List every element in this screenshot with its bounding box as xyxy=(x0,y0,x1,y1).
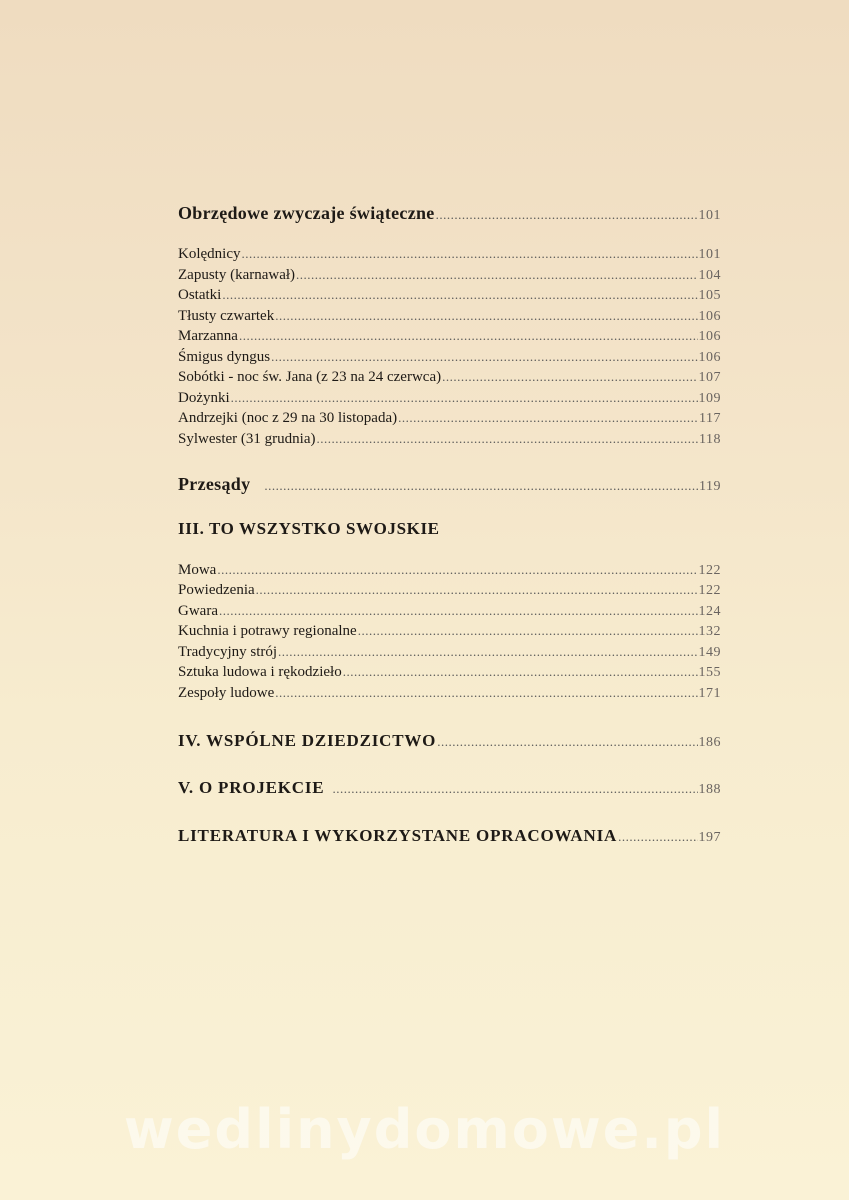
leader-dots xyxy=(275,308,697,325)
toc-page: 118 xyxy=(699,432,721,447)
toc-entry-chapter4 xyxy=(178,731,721,751)
toc-label: Kuchnia i potrawy regionalne xyxy=(178,623,357,639)
toc-entry xyxy=(178,369,721,389)
leader-dots xyxy=(436,206,698,224)
toc-entry xyxy=(178,390,721,410)
toc-entry xyxy=(178,431,721,451)
toc-page: 132 xyxy=(698,624,721,639)
toc-page: 101 xyxy=(698,208,721,223)
toc-page: 105 xyxy=(698,288,721,303)
toc-label: Kolędnicy xyxy=(178,246,241,262)
toc-entry-przesady xyxy=(178,474,721,495)
toc-label: V. O PROJEKCIE xyxy=(178,778,325,797)
leader-dots xyxy=(271,349,697,366)
leader-dots xyxy=(217,562,697,579)
leader-dots xyxy=(296,267,697,284)
toc-label: Powiedzenia xyxy=(178,582,255,598)
leader-dots xyxy=(343,664,698,681)
toc-label: Marzanna xyxy=(178,328,238,344)
toc-label: Gwara xyxy=(178,603,218,619)
toc-label: Zespoły ludowe xyxy=(178,685,275,701)
toc-entry xyxy=(178,349,721,369)
toc-page: 106 xyxy=(698,329,721,344)
toc-entry xyxy=(178,603,721,623)
toc-page: 197 xyxy=(698,830,721,845)
toc-page: 101 xyxy=(698,247,721,262)
leader-dots xyxy=(264,477,698,495)
toc-entry xyxy=(178,246,721,266)
toc-label: Andrzejki (noc z 29 na 30 listopada) xyxy=(178,410,398,426)
chapter-title: III. TO WSZYSTKO SWOJSKIE xyxy=(178,519,440,538)
toc-entry-obrzedowe xyxy=(178,203,721,224)
toc-entry-chapter5 xyxy=(178,778,721,798)
leader-dots xyxy=(278,644,697,661)
toc-entry-literatura xyxy=(178,826,721,846)
toc-page: 104 xyxy=(698,268,721,283)
leader-dots xyxy=(256,582,698,599)
toc-entry xyxy=(178,623,721,643)
leader-dots xyxy=(241,246,697,263)
leader-dots xyxy=(316,431,698,448)
toc-label: Dożynki xyxy=(178,390,230,406)
leader-dots xyxy=(437,733,697,751)
leader-dots xyxy=(358,623,698,640)
toc-label: Zapusty (karnawał) xyxy=(178,267,296,283)
toc-label: Ostatki xyxy=(178,287,222,303)
leader-dots xyxy=(239,328,698,345)
toc-entry xyxy=(178,664,721,684)
leader-dots xyxy=(618,828,697,846)
toc-page: 186 xyxy=(698,735,721,750)
toc-label: Sobótki - noc św. Jana (z 23 na 24 czerwca) xyxy=(178,369,442,385)
toc-entry xyxy=(178,410,721,430)
toc-page: 149 xyxy=(698,645,721,660)
toc-entry xyxy=(178,562,721,582)
leader-dots xyxy=(275,685,697,702)
toc-page: 117 xyxy=(699,411,721,426)
leader-dots xyxy=(219,603,698,620)
toc-entry xyxy=(178,685,721,705)
toc-page: 124 xyxy=(698,604,721,619)
leader-dots xyxy=(398,410,698,427)
toc-entry xyxy=(178,644,721,664)
leader-dots xyxy=(442,369,697,386)
toc-label: Tradycyjny strój xyxy=(178,644,278,660)
toc-label: Mowa xyxy=(178,562,217,578)
toc-label: Przesądy xyxy=(178,474,251,494)
toc-label: Sylwester (31 grudnia) xyxy=(178,431,316,447)
toc-label: IV. WSPÓLNE DZIEDZICTWO xyxy=(178,731,437,750)
toc-page: 171 xyxy=(698,686,721,701)
toc-page: 106 xyxy=(698,350,721,365)
toc-entry xyxy=(178,287,721,307)
toc-page: 107 xyxy=(698,370,721,385)
toc-label: Tłusty czwartek xyxy=(178,308,275,324)
watermark-text: wedlinydomowe.pl xyxy=(123,1098,726,1161)
toc-page: 122 xyxy=(698,563,721,578)
toc-page: 188 xyxy=(698,782,721,797)
toc-entry xyxy=(178,582,721,602)
leader-dots xyxy=(332,780,697,798)
toc-page: 155 xyxy=(698,665,721,680)
toc-entry xyxy=(178,308,721,328)
toc-page: 122 xyxy=(698,583,721,598)
toc-label: LITERATURA I WYKORZYSTANE OPRACOWANIA xyxy=(178,826,618,845)
toc-label: Sztuka ludowa i rękodzieło xyxy=(178,664,342,680)
toc-label: Obrzędowe zwyczaje świąteczne xyxy=(178,203,435,223)
toc-page: 109 xyxy=(698,391,721,406)
toc-label: Śmigus dyngus xyxy=(178,349,271,365)
toc-entry xyxy=(178,267,721,287)
toc-page: 119 xyxy=(699,479,721,494)
leader-dots xyxy=(222,287,697,304)
toc-entry xyxy=(178,328,721,348)
toc-page: 106 xyxy=(698,309,721,324)
leader-dots xyxy=(231,390,698,407)
